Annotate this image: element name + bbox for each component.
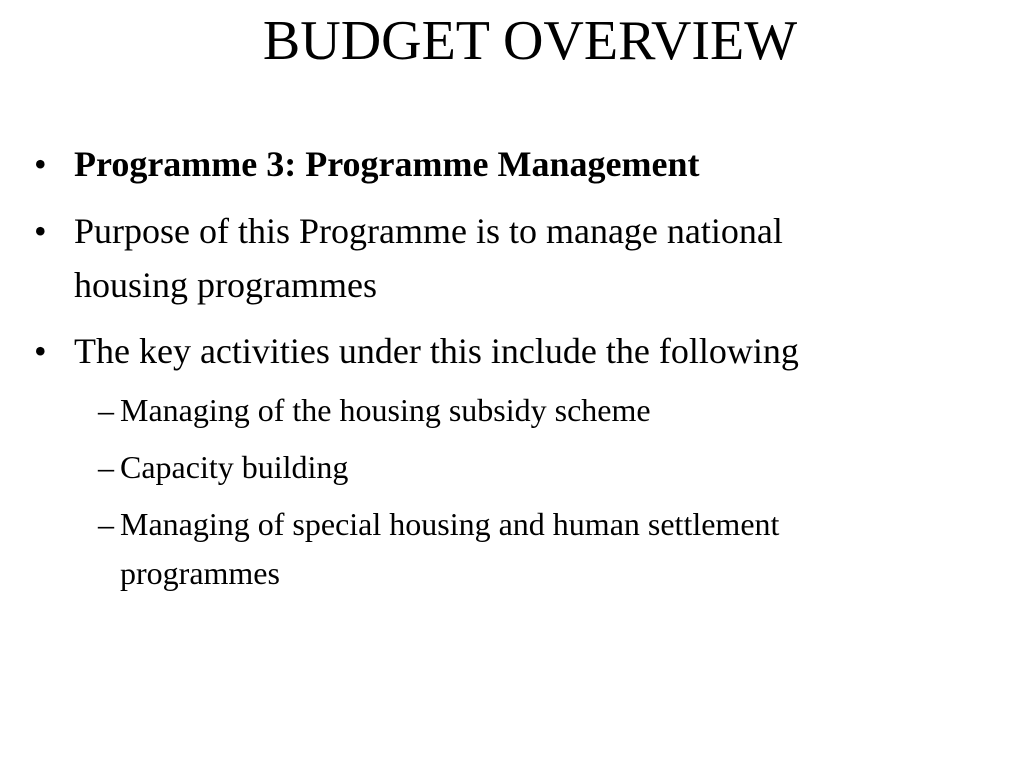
sub-bullet-text-line-1: Managing of special housing and human settlement: [120, 506, 780, 542]
bullet-text-line-1: Purpose of this Programme is to manage national: [74, 211, 783, 251]
sub-bullet-text-line-2: programmes: [120, 555, 280, 591]
bullet-marker: •: [34, 331, 47, 371]
bullet-text: Programme 3: Programme Management: [74, 144, 700, 184]
sub-bullet-marker: –: [98, 392, 114, 428]
bullet-text-line-2: housing programmes: [74, 265, 377, 305]
sub-bullet-text: Managing of the housing subsidy scheme: [120, 392, 651, 428]
slide-title: BUDGET OVERVIEW: [262, 10, 798, 72]
sub-bullet-marker: –: [98, 506, 114, 542]
bullet-marker: •: [34, 144, 47, 184]
bullet-marker: •: [34, 211, 47, 251]
sub-bullet-text: Capacity building: [120, 449, 349, 485]
bullet-text: The key activities under this include the following: [74, 331, 799, 371]
sub-bullet-marker: –: [98, 449, 114, 485]
